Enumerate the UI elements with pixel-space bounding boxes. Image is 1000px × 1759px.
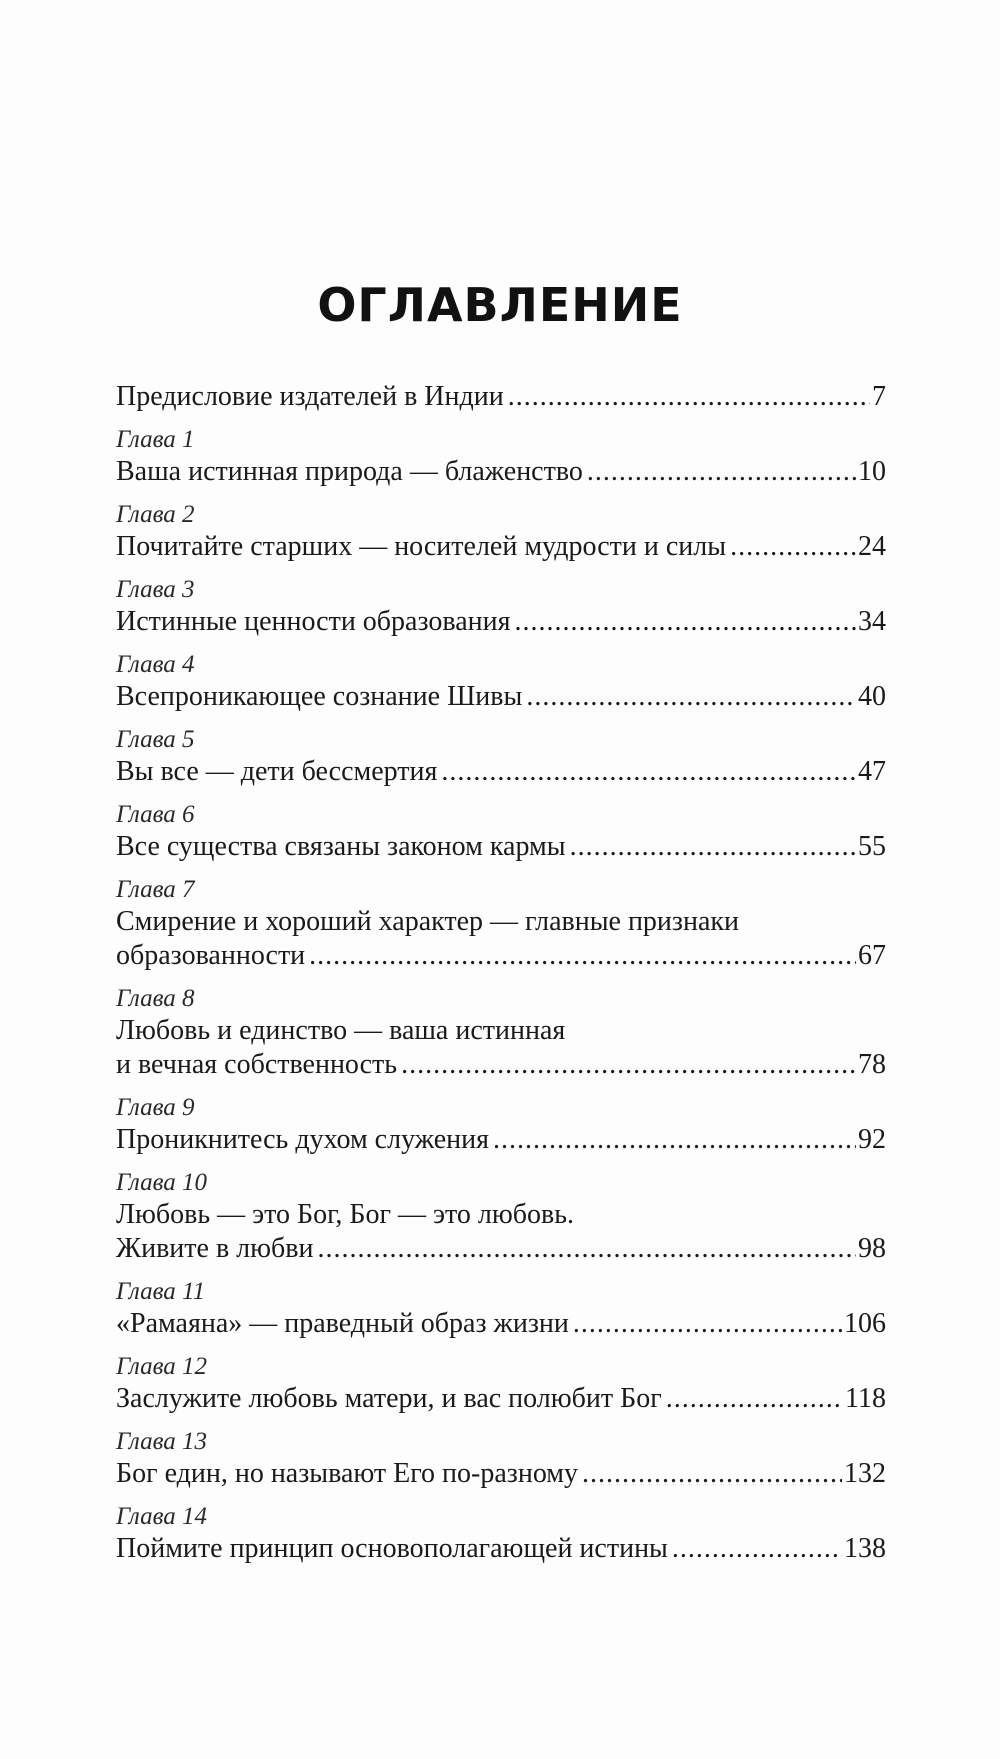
toc-entry-title: Предисловие издателей в Индии (116, 381, 504, 412)
dot-leader (318, 1232, 856, 1266)
toc-entry-chapter-13 (116, 1427, 886, 1491)
chapter-label: Глава 12 (116, 1353, 208, 1380)
toc-row[interactable] (116, 830, 886, 864)
dot-leader (570, 830, 856, 864)
page-number: 10 (858, 456, 886, 487)
page-number: 55 (858, 831, 886, 862)
page-number: 78 (858, 1049, 886, 1080)
toc-entry-title-line: Любовь — это Бог, Бог — это любовь. (116, 1199, 575, 1230)
toc-entry-chapter-5 (116, 725, 886, 789)
toc-row[interactable] (116, 1457, 886, 1491)
dot-leader (401, 1048, 856, 1082)
page-number: 106 (844, 1308, 886, 1339)
toc-entry-title: Истинные ценности образования (116, 606, 511, 637)
toc-entry-title: Бог един, но называют Его по-разному (116, 1458, 579, 1489)
toc-entry-title: и вечная собственность (116, 1049, 398, 1080)
page-number: 24 (858, 531, 886, 562)
dot-leader (515, 605, 856, 639)
dot-leader (309, 939, 856, 973)
table-of-contents (116, 380, 886, 1577)
page-number: 34 (858, 606, 886, 637)
chapter-label: Глава 4 (116, 651, 195, 678)
toc-row[interactable] (116, 1382, 886, 1416)
toc-entry-title: Всепроникающее сознание Шивы (116, 681, 523, 712)
toc-entry-chapter-4 (116, 650, 886, 714)
page-number: 118 (845, 1383, 886, 1414)
page-number: 92 (858, 1124, 886, 1155)
chapter-label: Глава 1 (116, 426, 195, 453)
page-title: ОГЛАВЛЕНИЕ (317, 278, 683, 332)
chapter-label: Глава 14 (116, 1503, 208, 1530)
toc-entry-chapter-10 (116, 1168, 886, 1266)
dot-leader (573, 1307, 842, 1341)
dot-leader (508, 380, 870, 414)
dot-leader (672, 1532, 842, 1566)
toc-entry-title: Вы все — дети бессмертия (116, 756, 438, 787)
toc-entry-chapter-1 (116, 425, 886, 489)
dot-leader (582, 1457, 842, 1491)
page-number: 138 (844, 1533, 886, 1564)
toc-entry-chapter-12 (116, 1352, 886, 1416)
toc-entry-title: Заслужите любовь матери, и вас полюбит Бог (116, 1383, 662, 1414)
page-number: 132 (844, 1458, 886, 1489)
toc-entry-chapter-6 (116, 800, 886, 864)
toc-entry-title: образованности (116, 940, 306, 971)
chapter-label: Глава 7 (116, 876, 195, 903)
toc-entry-preface (116, 380, 886, 414)
toc-entry-title: Почитайте старших — носителей мудрости и силы (116, 531, 727, 562)
chapter-label: Глава 13 (116, 1428, 208, 1455)
chapter-label: Глава 3 (116, 576, 195, 603)
dot-leader (730, 530, 856, 564)
toc-entry-title-line: Смирение и хороший характер — главные признаки (116, 906, 739, 937)
dot-leader (666, 1382, 843, 1416)
toc-entry-title: Живите в любви (116, 1233, 314, 1264)
chapter-label: Глава 10 (116, 1169, 208, 1196)
dot-leader (441, 755, 856, 789)
toc-row[interactable] (116, 1123, 886, 1157)
toc-entry-chapter-8 (116, 984, 886, 1082)
toc-row[interactable] (116, 380, 886, 414)
dot-leader (493, 1123, 856, 1157)
chapter-label: Глава 11 (116, 1278, 206, 1305)
toc-row[interactable] (116, 1307, 886, 1341)
toc-entry-title: «Рамаяна» — праведный образ жизни (116, 1308, 569, 1339)
toc-entry-title: Поймите принцип основополагающей истины (116, 1533, 668, 1564)
toc-entry-chapter-14 (116, 1502, 886, 1566)
toc-row[interactable] (116, 939, 886, 973)
dot-leader (526, 680, 856, 714)
page-number: 67 (858, 940, 886, 971)
toc-entry-chapter-9 (116, 1093, 886, 1157)
toc-entry-title: Ваша истинная природа — блаженство (116, 456, 583, 487)
toc-row[interactable] (116, 1532, 886, 1566)
dot-leader (587, 455, 856, 489)
toc-entry-title: Все существа связаны законом кармы (116, 831, 566, 862)
page-number: 47 (858, 756, 886, 787)
toc-entry-chapter-11 (116, 1277, 886, 1341)
page-number: 7 (872, 381, 886, 412)
toc-row[interactable] (116, 605, 886, 639)
page-number: 98 (858, 1233, 886, 1264)
toc-row[interactable] (116, 455, 886, 489)
toc-row[interactable] (116, 1232, 886, 1266)
toc-row[interactable] (116, 1048, 886, 1082)
chapter-label: Глава 8 (116, 985, 195, 1012)
chapter-label: Глава 2 (116, 501, 195, 528)
toc-row[interactable] (116, 680, 886, 714)
toc-entry-chapter-3 (116, 575, 886, 639)
toc-entry-title-line: Любовь и единство — ваша истинная (116, 1015, 566, 1046)
chapter-label: Глава 6 (116, 801, 195, 828)
chapter-label: Глава 5 (116, 726, 195, 753)
toc-entry-chapter-2 (116, 500, 886, 564)
page-number: 40 (858, 681, 886, 712)
toc-row[interactable] (116, 755, 886, 789)
chapter-label: Глава 9 (116, 1094, 195, 1121)
toc-entry-chapter-7 (116, 875, 886, 973)
toc-entry-title: Проникнитесь духом служения (116, 1124, 489, 1155)
toc-row[interactable] (116, 530, 886, 564)
